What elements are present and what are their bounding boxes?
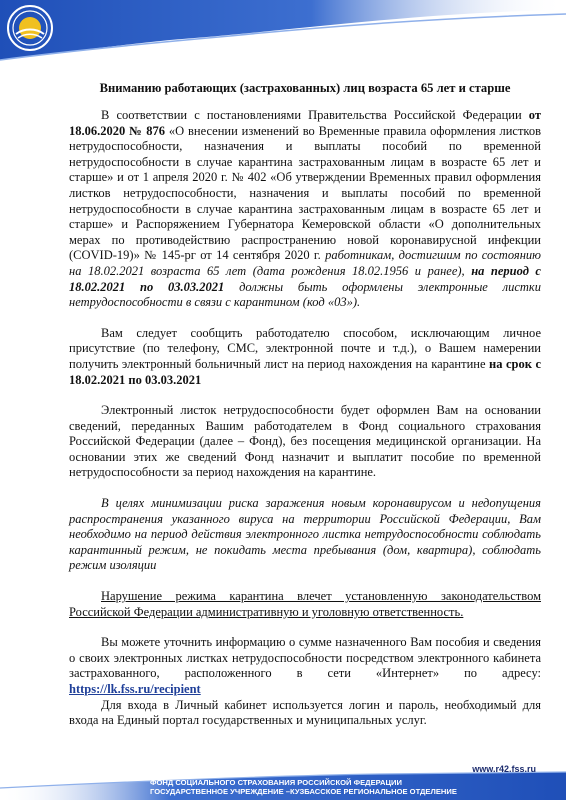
text-span: Вам следует сообщить работодателю способом, исключающим личное присутствие (по телефону, СМС, электронной почте и т.д.), о Вашем намерении получить электронный больничный лист на период нахождения на карантине: [69, 325, 541, 371]
liability-text: Нарушение режима карантина влечет установленную законодательством Российской Федерации административную и уголовную ответственность.: [69, 589, 541, 619]
fss-logo-icon: [6, 4, 54, 52]
sick-leave-text: должны быть оформлены электронные листки нетрудоспособности в связи с карантином (код «03»).: [69, 279, 541, 310]
paragraph-cabinet-info: [69, 635, 541, 697]
paragraph-login-info: Для входа в Личный кабинет используется логин и пароль, необходимый для входа на Единый портал государственных и муниципальных услуг.: [69, 697, 541, 728]
text-span: Вы можете уточнить информацию о сумме назначенного Вам пособия и сведения о своих электронных листках нетрудоспособности посредством электронного кабинета застрахованного, расположенного в сети «Интернет» по адресу:: [69, 635, 541, 681]
paragraph-notify-employer: [69, 326, 541, 388]
eligibility-text: работникам, достигшим по состоянию на 18.02.2021 возраста 65 лет (дата рождения 18.02.1956 и ранее),: [69, 248, 541, 278]
page-footer: [0, 758, 566, 800]
text-span: В соответствии с постановлениями Правительства Российской Федерации: [101, 108, 529, 122]
paragraph-electronic-sheet: Электронный листок нетрудоспособности будет оформлен Вам на основании сведений, переданных Вашим работодателем в Фонд социального страхования Российской Федерации (далее – Фонд), без посещения медицинской организации. На основании этих же сведений Фонд назначит и выплатит пособие по временной нетрудоспособности за период нахождения на карантине.: [69, 403, 541, 480]
cabinet-link[interactable]: https://lk.fss.ru/recipient: [69, 682, 201, 696]
text-span: «О внесении изменений во Временные правила оформления листков нетрудоспособности, назначения и выплаты пособий по временной нетрудоспособности в случае карантина застрахованным лицам в возрасте 65 лет и старше» и от 1 апреля 2020 г. № 402 «Об утверждении Временных правил оформления листков нетрудоспособности, назначения и выплаты пособий по временной нетрудоспособности в случае карантина застрахованным лицам в возрасте 65 лет и старше» и Распоряжением Губернатора Кемеровской области «О дополнительных мерах по противодействию распространению новой коронавирусной инфекции (COVID-19)» № 145-рг от 14 сентября 2020 г.: [69, 123, 542, 263]
paragraph-liability: [69, 589, 541, 620]
page-header: [0, 0, 566, 62]
footer-org-branch: ГОСУДАРСТВЕННОЕ УЧРЕЖДЕНИЕ –КУЗБАССКОЕ РЕГИОНАЛЬНОЕ ОТДЕЛЕНИЕ: [150, 787, 457, 796]
footer-org-name: ФОНД СОЦИАЛЬНОГО СТРАХОВАНИЯ РОССИЙСКОЙ ФЕДЕРАЦИИ: [150, 778, 402, 787]
notice-body: [69, 80, 541, 729]
paragraph-quarantine-regime: В целях минимизации риска заражения новым коронавирусом и недопущения распространения указанного вируса на территории Российской Федерации, Вам необходимо на период действия электронного листка нетрудоспособности соблюдать карантинный режим, не покидать места пребывания (дом, квартира), соблюдать режим изоляции: [69, 496, 541, 573]
decree-date: от 18.06.2020 № 876: [69, 108, 541, 138]
period-text: на период с 18.02.2021 по 03.03.2021: [69, 263, 541, 294]
header-band: [0, 0, 566, 62]
paragraph-decree: [69, 108, 541, 311]
footer-website[interactable]: www.r42.fss.ru: [472, 764, 536, 774]
page-title: Вниманию работающих (застрахованных) лиц возраста 65 лет и старше: [99, 81, 511, 95]
period-text: на срок с 18.02.2021 по 03.03.2021: [69, 356, 542, 387]
